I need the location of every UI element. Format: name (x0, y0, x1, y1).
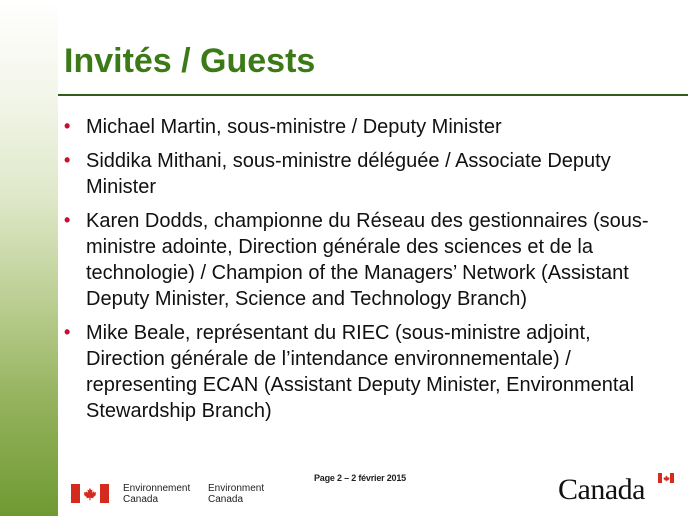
canada-wordmark (558, 470, 673, 510)
guest-item (64, 320, 674, 424)
guest-item (64, 148, 674, 200)
guest-text: Mike Beale, représentant du RIEC (sous-ministre adjoint, Direction générale de l’intendance environnementale) / representing ECAN (Assistant Deputy Minister, Environmental Stewardship Branch) (86, 322, 635, 422)
canada-flag-icon (71, 484, 109, 503)
slide-title: Invités / Guests (64, 42, 316, 80)
guest-item (64, 114, 674, 140)
guest-text: Siddika Mithani, sous-ministre déléguée / Associate Deputy Minister (86, 150, 611, 198)
guest-text: Michael Martin, sous-ministre / Deputy Minister (86, 116, 502, 138)
decorative-side-band (0, 0, 58, 516)
guest-list (64, 114, 674, 432)
bullet-icon: • (64, 210, 71, 230)
guest-text: Karen Dodds, championne du Réseau des gestionnaires (sous-ministre adointe, Direction générale des sciences et de la technologie) / Champion of the Managers’ Network (Assistant Deputy Minister, Science and Technology Branch) (86, 210, 649, 310)
title-divider (58, 94, 688, 96)
page-label: Page 2 – 2 février 2015 (314, 473, 406, 483)
department-name-en: Environment Canada (208, 483, 265, 505)
bullet-icon: • (64, 116, 71, 136)
wordmark-flag-icon (658, 473, 674, 483)
maple-leaf-icon (83, 487, 97, 501)
bullet-icon: • (64, 322, 71, 342)
department-name-fr: Environnement Canada (123, 483, 191, 505)
bullet-icon: • (64, 150, 71, 170)
guest-item (64, 208, 674, 312)
wordmark-text: Canada (558, 473, 645, 506)
